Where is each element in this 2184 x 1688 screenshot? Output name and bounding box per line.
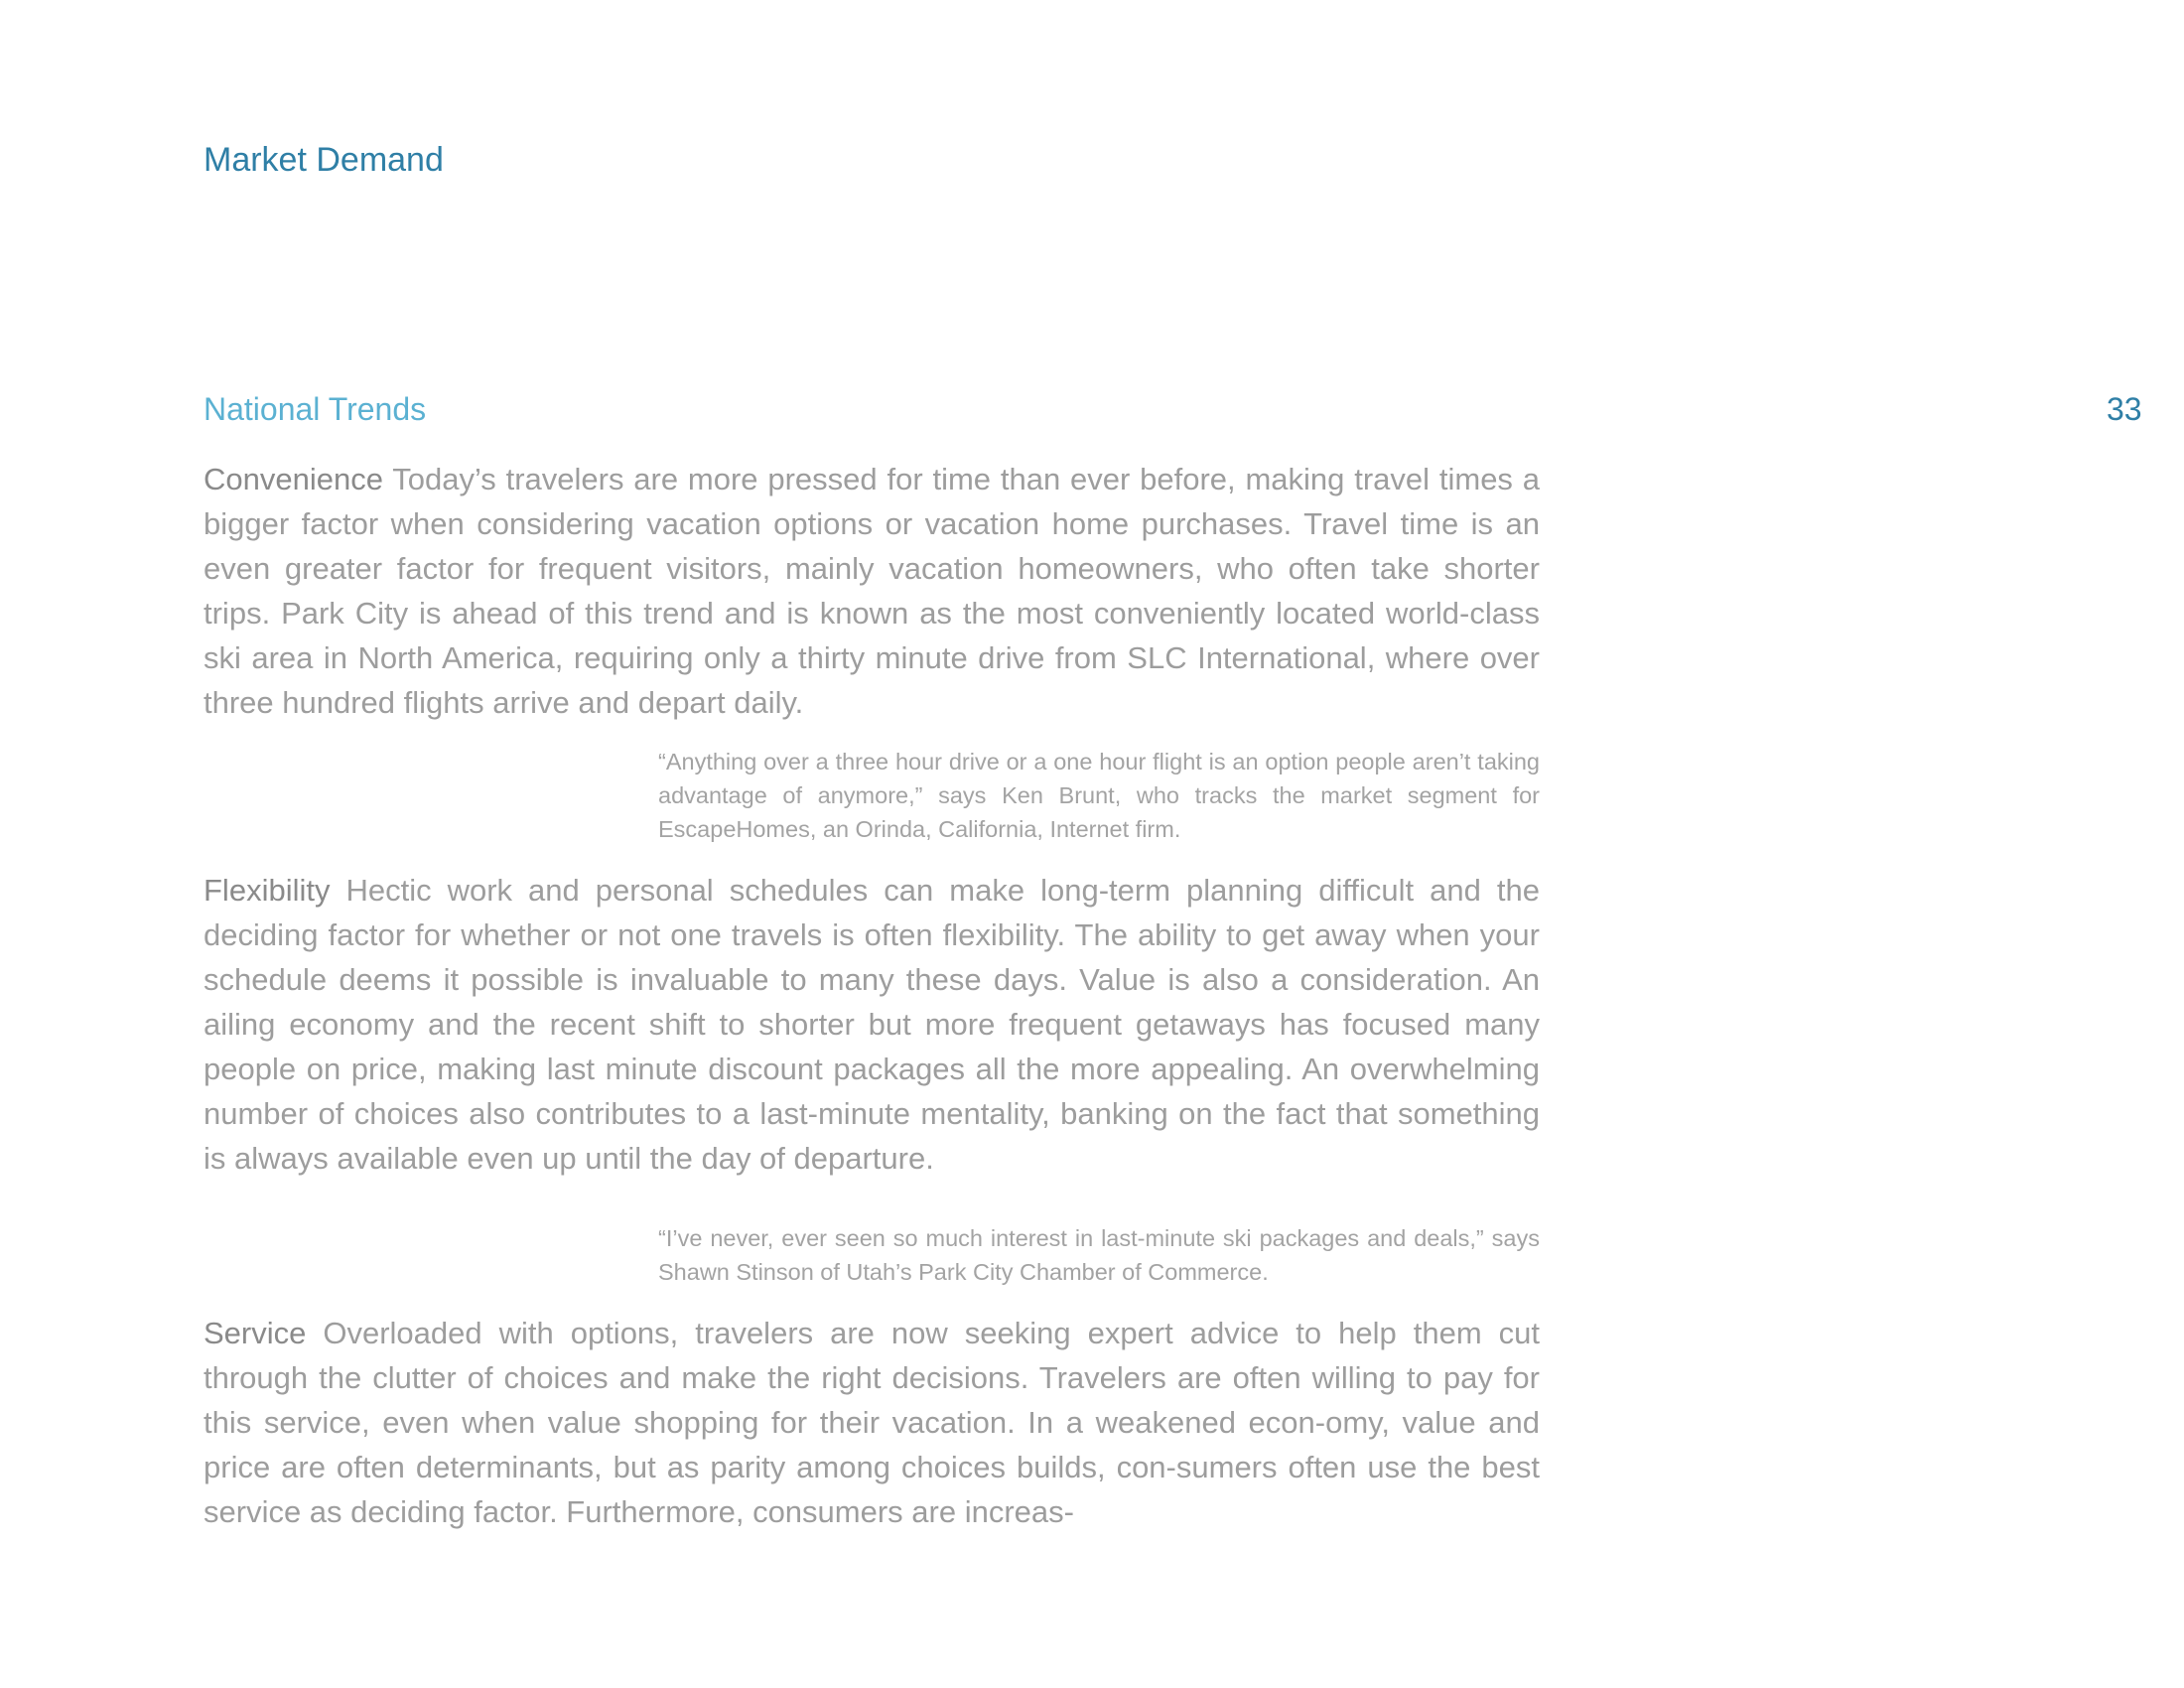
pull-quote: “I’ve never, ever seen so much interest in last-minute ski packages and deals,” says Shawn Stinson of Utah’s Park City Chamber of Commerce. [658,1225,1540,1285]
paragraph-lead: Flexibility [204,873,331,908]
paragraph-text: Hectic work and personal schedules can make long-term planning difficult and the deciding factor for whether or not one travels is often flexibility. The ability to get away when your schedule deems it possible is invaluable to many these days. Value is also a consideration. An ailing economy and the recent shift to shorter but more frequent getaways has focused many people on price, making last minute discount packages all the more appealing. An overwhelming number of choices also contributes to a last-minute mentality, banking on the fact that something is always available even up until the day of departure. [204,873,1540,1176]
paragraph-text: Overloaded with options, travelers are now seeking expert advice to help them cut through the clutter of choices and make the right decisions. Travelers are often willing to pay for this service, even when value shopping for their vacation. In a weakened econ-omy, value and price are often determinants, but as parity among choices builds, con-sumers often use the best service as deciding factor. Furthermore, consumers are increas- [204,1316,1540,1529]
paragraph-flexibility [204,868,1540,1181]
pull-quote: “Anything over a three hour drive or a one hour flight is an option people aren’t taking advantage of anymore,” says Ken Brunt, who tracks the market segment for EscapeHomes, an Orinda, California, Internet firm. [658,749,1540,842]
page-title: Market Demand [204,141,444,179]
paragraph-service [204,1311,1540,1534]
paragraph-lead: Service [204,1316,307,1350]
paragraph-convenience [204,457,1540,725]
paragraph-lead: Convenience [204,462,383,496]
page-number: 33 [2107,391,2142,427]
section-title: National Trends [204,391,427,427]
paragraph-text: Today’s travelers are more pressed for time than ever before, making travel times a bigger factor when considering vacation options or vacation home purchases. Travel time is an even greater factor for frequent visitors, mainly vacation homeowners, who often take shorter trips. Park City is ahead of this trend and is known as the most conveniently located world-class ski area in North America, requiring only a thirty minute drive from SLC International, where over three hundred flights arrive and depart daily. [204,462,1540,720]
